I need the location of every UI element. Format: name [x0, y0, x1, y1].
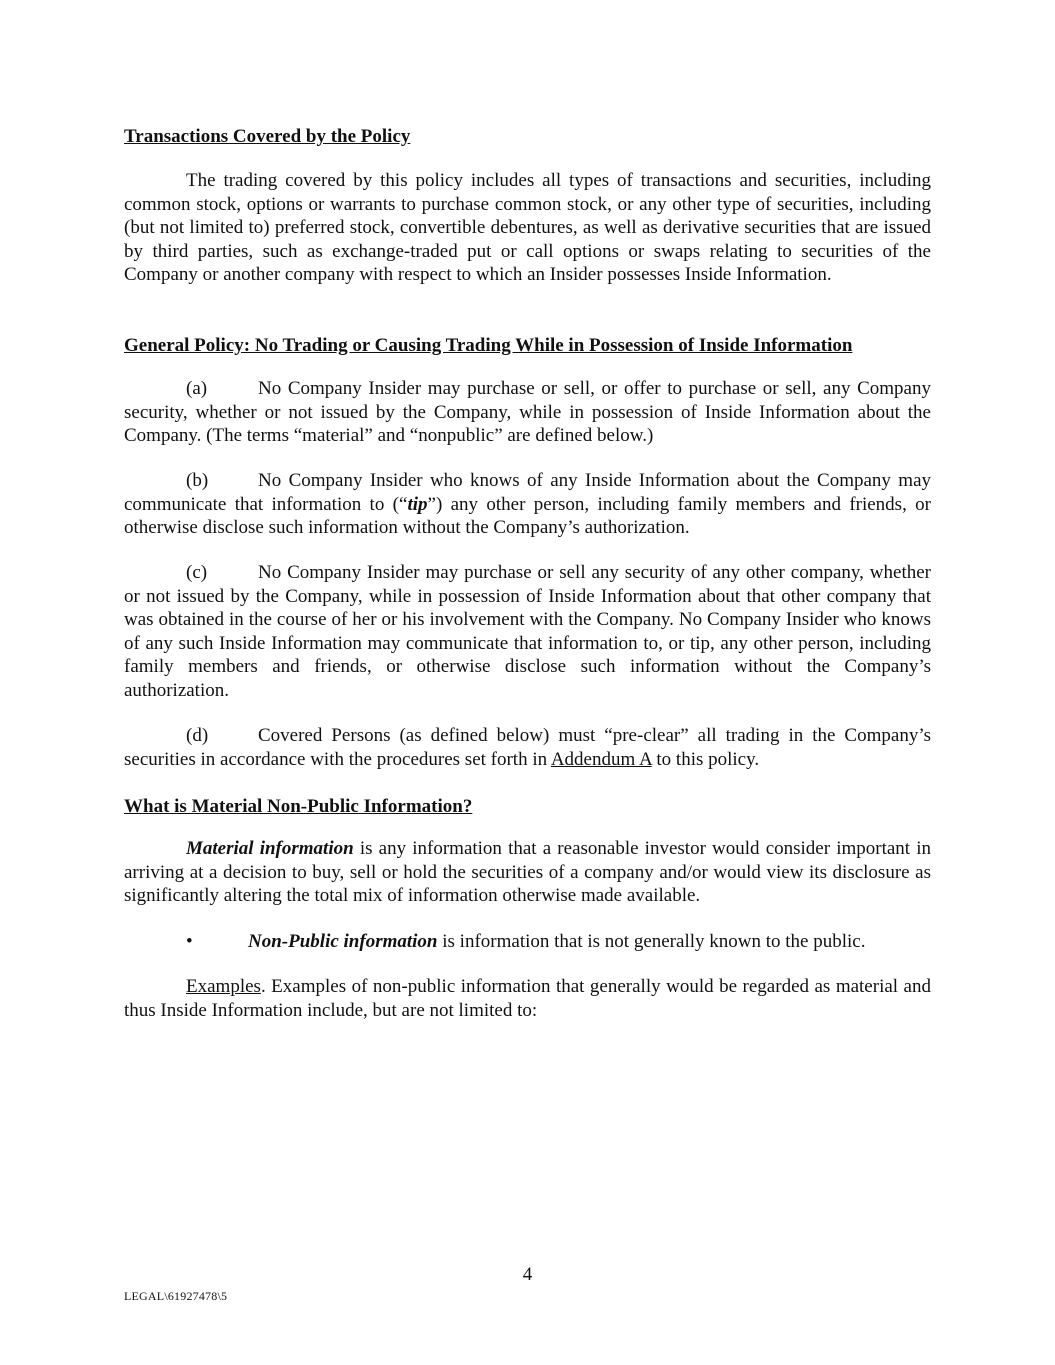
examples-text: . Examples of non-public information that generally would be regarded as material and thus Inside Information include, but are not limited to:	[124, 976, 931, 1021]
section-heading-general-policy: General Policy: No Trading or Causing Trading While in Possession of Inside Information	[124, 335, 853, 356]
bullet-icon: •	[186, 931, 193, 952]
item-label-c: (c)	[186, 562, 208, 583]
bullet-text	[248, 930, 865, 954]
item-text-a: No Company Insider may purchase or sell, or offer to purchase or sell, any Company security, whether or not issued by the Company, while in possession of Inside Information about the Company. (The terms “material” and “nonpublic” are defined below.)	[124, 378, 931, 447]
item-label-a: (a)	[186, 378, 208, 399]
item-term-tip: tip	[407, 493, 428, 515]
term-non-public-information: Non-Public information	[248, 931, 438, 952]
policy-item-c	[124, 561, 931, 703]
non-public-definition-text: is information that is not generally known to the public.	[437, 931, 866, 952]
section-heading-material: What is Material Non-Public Information?	[124, 796, 473, 817]
policy-item-d	[124, 724, 931, 771]
paragraph-material-definition	[124, 837, 931, 908]
policy-item-a	[124, 377, 931, 448]
item-text-d-before: Covered Persons (as defined below) must “pre-clear” all trading in the Company’s securities in accordance with the procedures set forth in	[124, 725, 931, 770]
document-code: LEGAL\61927478\5	[124, 1289, 228, 1303]
item-text-d-after: to this policy.	[651, 748, 760, 770]
term-material-information: Material information	[186, 838, 354, 859]
item-label-b: (b)	[186, 470, 209, 491]
item-text-b-before: No Company Insider who knows of any Inside Information about the Company may communicate that information to (“	[124, 470, 931, 515]
examples-label: Examples	[186, 976, 261, 997]
paragraph-transactions: The trading covered by this policy includes all types of transactions and securities, including common stock, options or warrants to purchase common stock, or any other type of securities, including (but not limited to) preferred stock, convertible debentures, as well as derivative securities that are issued by third parties, such as exchange-traded put or call options or swaps relating to securities of the Company or another company with respect to which an Insider possesses Inside Information.	[124, 170, 931, 286]
item-text-c: No Company Insider may purchase or sell any security of any other company, whether or not issued by the Company, while in possession of Inside Information about that other company that was obtained in the course of her or his involvement with the Company. No Company Insider who knows of any such Inside Information may communicate that information to, or tip, any other person, including family members and friends, or otherwise disclose such information without the Company’s authorization.	[124, 562, 931, 701]
material-definition-text: is any information that a reasonable investor would consider important in arriving at a decision to buy, sell or hold the securities of a company and/or would view its disclosure as significantly altering the total mix of information otherwise made available.	[124, 838, 932, 907]
addendum-a-link[interactable]: Addendum A	[550, 748, 652, 770]
item-text-b-after: ”) any other person, including family members and friends, or otherwise disclose such information without the Company’s authorization.	[124, 493, 931, 539]
page-number: 4	[522, 1264, 533, 1285]
item-label-d: (d)	[186, 725, 209, 746]
section-heading-transactions: Transactions Covered by the Policy	[124, 126, 411, 147]
document-page	[124, 0, 931, 1365]
paragraph-examples	[124, 975, 931, 1022]
policy-item-b	[124, 469, 931, 540]
